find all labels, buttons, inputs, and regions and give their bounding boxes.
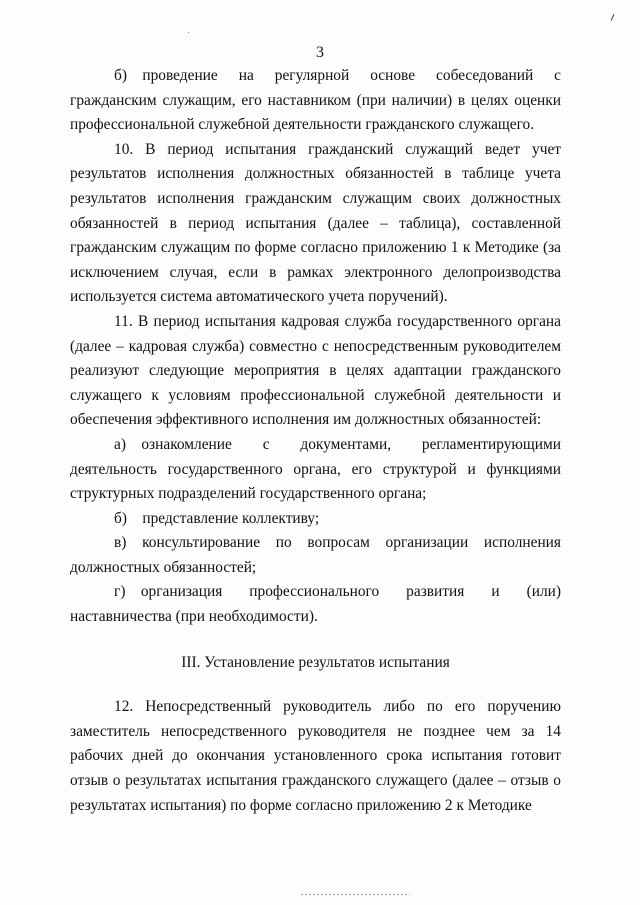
scan-noise xyxy=(300,893,410,896)
paragraph-item-v-consultation: в) консультирование по вопросам организации исполнения должностных обязанностей; xyxy=(70,534,561,576)
section-title: III. Установление результатов испытания xyxy=(181,653,450,671)
paragraph-item-g-development: г) организация профессионального развития и (или) наставничества (при необходимости). xyxy=(70,583,561,626)
document-body xyxy=(70,64,561,818)
paragraph-12-review: 12. Непосредственный руководитель либо по его поручению заместитель непосредственного руководителя не позднее чем за 14 рабочих дней до окончания установленного срока испытания готовит отзыв о результатах испытания гражданского служащего (далее – отзыв о результатах испытания) по форме согласно приложению 2 к Методике xyxy=(70,698,561,814)
paragraph-item-b-interviews: б) проведение на регулярной основе собеседований с гражданским служащим, его наставником (при наличии) в целях оценки профессиональной служебной деятельности гражданского служащего. xyxy=(70,67,561,134)
paragraph-item-b-introduction: б) представление коллективу; xyxy=(114,509,320,527)
scan-mark xyxy=(188,32,189,33)
scan-mark xyxy=(611,14,615,21)
paragraph-10-results-table: 10. В период испытания гражданский служащий ведет учет результатов исполнения должностных обязанностей в таблице учета результатов исполнения гражданским служащим своих должностных обязанностей в период испытания (далее – таблица), составленной гражданским служащим по форме согласно приложению 1 к Методике (за исключением случая, если в рамках электронного делопроизводства используется система автоматического учета поручений). xyxy=(70,140,561,306)
paragraph-item-a-familiarization: а) ознакомление с документами, регламентирующими деятельность государственного органа, его структурой и функциями структурных подразделений государственного органа; xyxy=(70,435,561,503)
paragraph-11-adaptation-measures: 11. В период испытания кадровая служба государственного органа (далее – кадровая служба) совместно с непосредственным руководителем реализуют следующие мероприятия в целях адаптации гражданского служащего к условиям профессиональной служебной деятельности и обеспечения эффективного исполнения им должностных обязанностей: xyxy=(70,312,561,429)
page-number: 3 xyxy=(316,44,324,61)
